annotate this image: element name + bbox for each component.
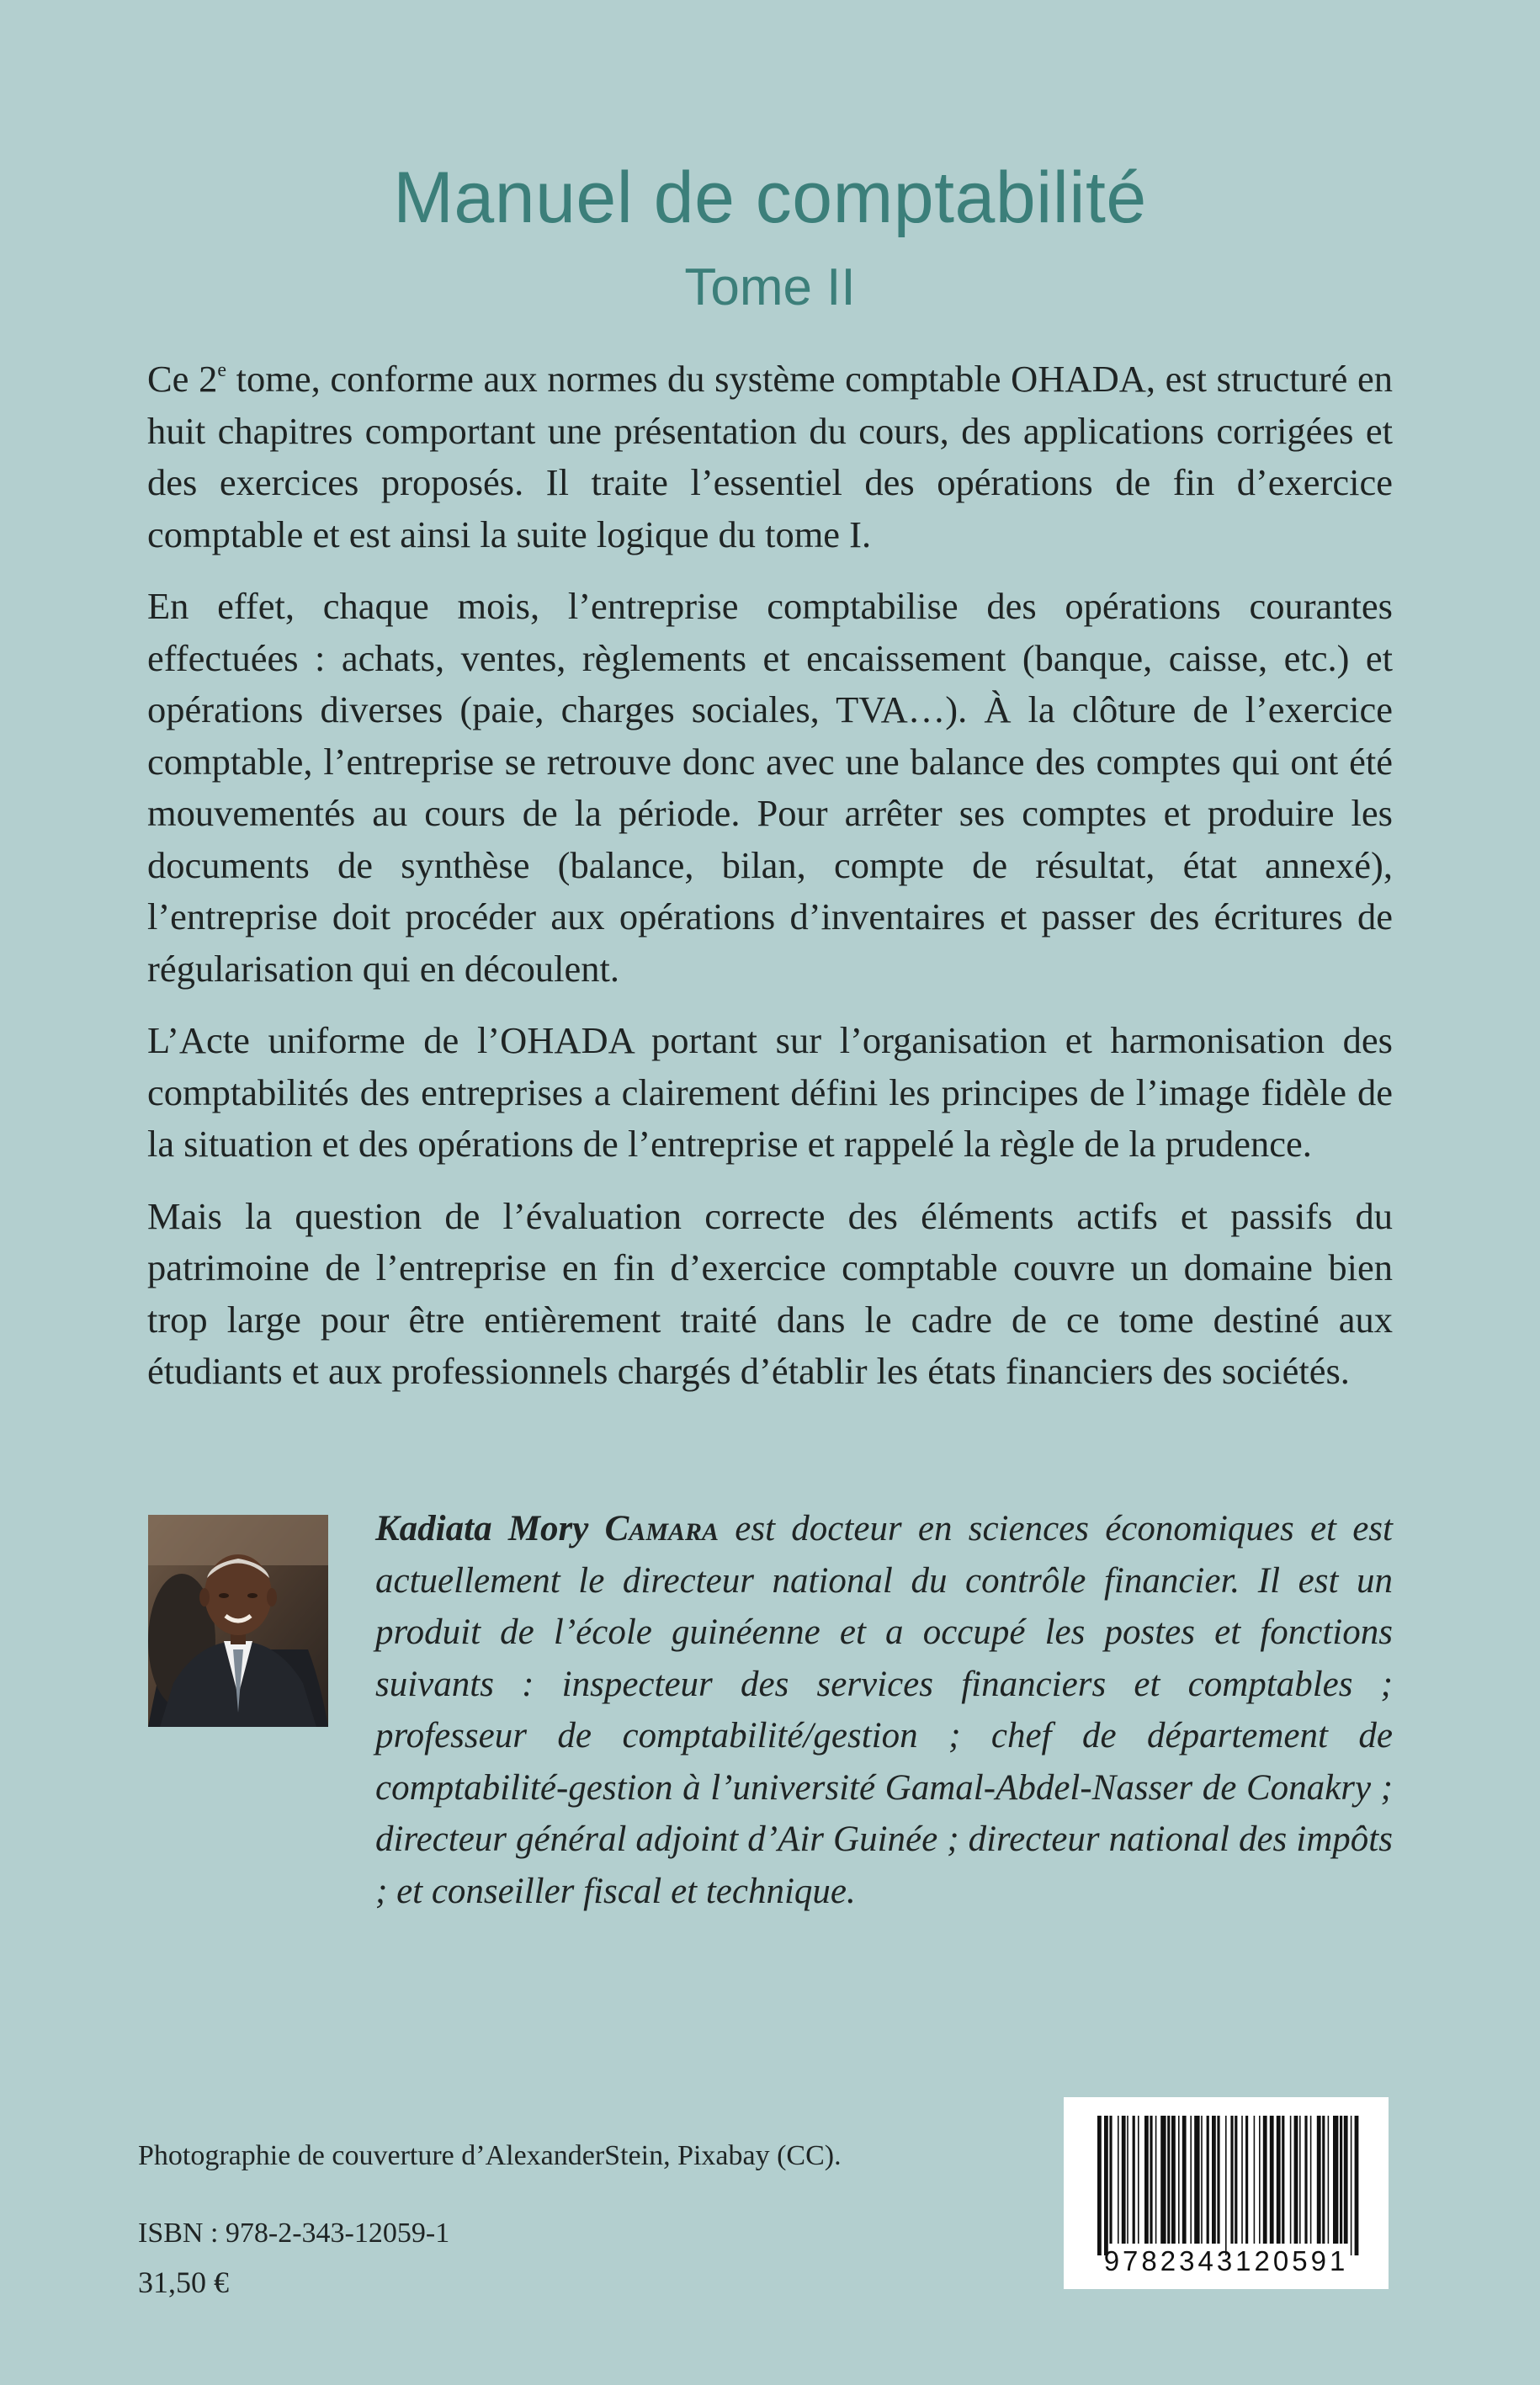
photo-credit: Photographie de couverture d’AlexanderStein, Pixabay (CC). — [138, 2140, 842, 2171]
barcode-bar — [1167, 2116, 1170, 2244]
barcode-bar — [1310, 2116, 1312, 2244]
barcode-bar — [1333, 2116, 1338, 2244]
price: 31,50 € — [138, 2265, 229, 2299]
barcode — [1064, 2097, 1389, 2289]
paragraph-4: Mais la question de l’évaluation correcte des éléments actifs et passifs du patrimoine de l’entreprise en fin d’exercice comptable couvre un domaine bien trop large pour être entièrement traité dans le cadre de ce tome destiné aux étudiants et aux professionnels chargés d’établir les états financiers des sociétés. — [147, 1194, 1393, 1392]
author-last-name: Camara — [604, 1509, 720, 1548]
barcode-bar — [1182, 2116, 1187, 2244]
isbn: ISBN : 978-2-343-12059-1 — [138, 2218, 450, 2249]
barcode-bar — [1241, 2116, 1243, 2244]
barcode-bar — [1144, 2116, 1149, 2244]
barcode-bar — [1299, 2116, 1301, 2244]
barcode-bar — [1150, 2116, 1152, 2244]
title-block — [0, 151, 1540, 321]
author-first-names: Kadiata Mory — [375, 1509, 605, 1548]
paragraph-1-rest: tome, conforme aux normes du système comptable OHADA, est structuré en huit chapitres comportant une présentation du cours, des applications corrigées et des exercices proposés. Il traite l’essentiel des opérations de fin d’exercice comptable et est ainsi la suite logique du tome I. — [147, 358, 1393, 555]
barcode-bar — [1171, 2116, 1176, 2244]
barcode-bar — [1245, 2116, 1248, 2244]
author-bio — [375, 1503, 1393, 1917]
barcode-bar — [1201, 2116, 1203, 2244]
barcode-bar — [1225, 2116, 1227, 2255]
ordinal-superscript: e — [217, 359, 226, 381]
barcode-bar — [1355, 2116, 1359, 2255]
barcode-bar — [1097, 2116, 1102, 2255]
barcode-bar — [1270, 2116, 1274, 2244]
barcode-bar — [1277, 2116, 1281, 2244]
barcode-bar — [1230, 2116, 1233, 2244]
barcode-bar — [1351, 2116, 1352, 2255]
barcode-bar — [1254, 2116, 1256, 2244]
barcode-bar — [1259, 2116, 1261, 2244]
paragraph-3: L’Acte uniforme de l’OHADA portant sur l’organisation et harmonisation des comptabilités des entreprises a clairement défini les principes de l’image fidèle de la situation et des opérations de l’entreprise et rappelé la règle de la prudence. — [147, 1019, 1393, 1165]
paragraph-1 — [147, 353, 1393, 560]
barcode-bar — [1290, 2116, 1292, 2244]
book-title: Manuel de comptabilité — [393, 157, 1147, 238]
barcode-bar — [1304, 2116, 1307, 2244]
book-subtitle: Tome II — [684, 258, 856, 316]
barcode-bar — [1235, 2116, 1237, 2244]
barcode-bar — [1217, 2116, 1219, 2244]
barcode-bar — [1322, 2116, 1325, 2244]
author-bio-text: est docteur en sciences économiques et est actuellement le directeur national du contrôle financier. Il est un produit de l’école guinéenne et a occupé les postes et fonctions suivants : inspecteur des services financiers et comptables ; professeur de comptabilité/gestion ; chef de département de comptabilité-gestion à l’université Gamal-Abdel-Nasser de Conakry ; directeur général adjoint d’Air Guinée ; directeur national des impôts ; et conseiller fiscal et technique. — [375, 1509, 1393, 1911]
barcode-bar — [1212, 2116, 1216, 2244]
summary-text — [147, 353, 1393, 1418]
paragraph-2: En effet, chaque mois, l’entreprise comptabilise des opérations courantes effectuées : achats, ventes, règlements et encaissement (banque, caisse, etc.) et opérations diverses (paie, charges sociales, TVA…). À la clôture de l’exercice comptable, l’entreprise se retrouve donc avec une balance des comptes qui ont été mouvementés au cours de la période. Pour arrêter ses comptes et produire les documents de synthèse (balance, bilan, compte de résultat, état annexé), l’entreprise doit procéder aux opérations d’inventaires et passer des écritures de régularisation qui en découlent. — [147, 585, 1393, 990]
barcode-bar — [1294, 2116, 1298, 2244]
barcode-bar — [1340, 2116, 1342, 2244]
barcode-bar — [1138, 2116, 1139, 2244]
barcode-bar — [1317, 2116, 1321, 2244]
barcode-bar — [1109, 2116, 1112, 2244]
barcode-bar — [1194, 2116, 1199, 2244]
barcode-bar — [1155, 2116, 1157, 2244]
barcode-bar — [1344, 2116, 1348, 2244]
barcode-bar — [1122, 2116, 1126, 2244]
barcode-bar — [1263, 2116, 1267, 2244]
barcode-bar — [1207, 2116, 1209, 2244]
barcode-bar — [1118, 2116, 1119, 2244]
barcode-bar — [1328, 2116, 1330, 2244]
author-photo — [148, 1515, 328, 1727]
author-name — [375, 1509, 719, 1548]
barcode-bar — [1160, 2116, 1166, 2244]
barcode-bar — [1190, 2116, 1192, 2244]
barcode-bar — [1127, 2116, 1128, 2244]
barcode-digits: 9782343120591 — [1103, 2245, 1349, 2276]
barcode-bar — [1282, 2116, 1284, 2244]
barcode-bar — [1104, 2116, 1108, 2255]
barcode-bar — [1178, 2116, 1180, 2244]
barcode-bar — [1133, 2116, 1135, 2244]
author-portrait-illustration — [148, 1515, 328, 1727]
paragraph-1-start: Ce 2 — [147, 358, 218, 400]
